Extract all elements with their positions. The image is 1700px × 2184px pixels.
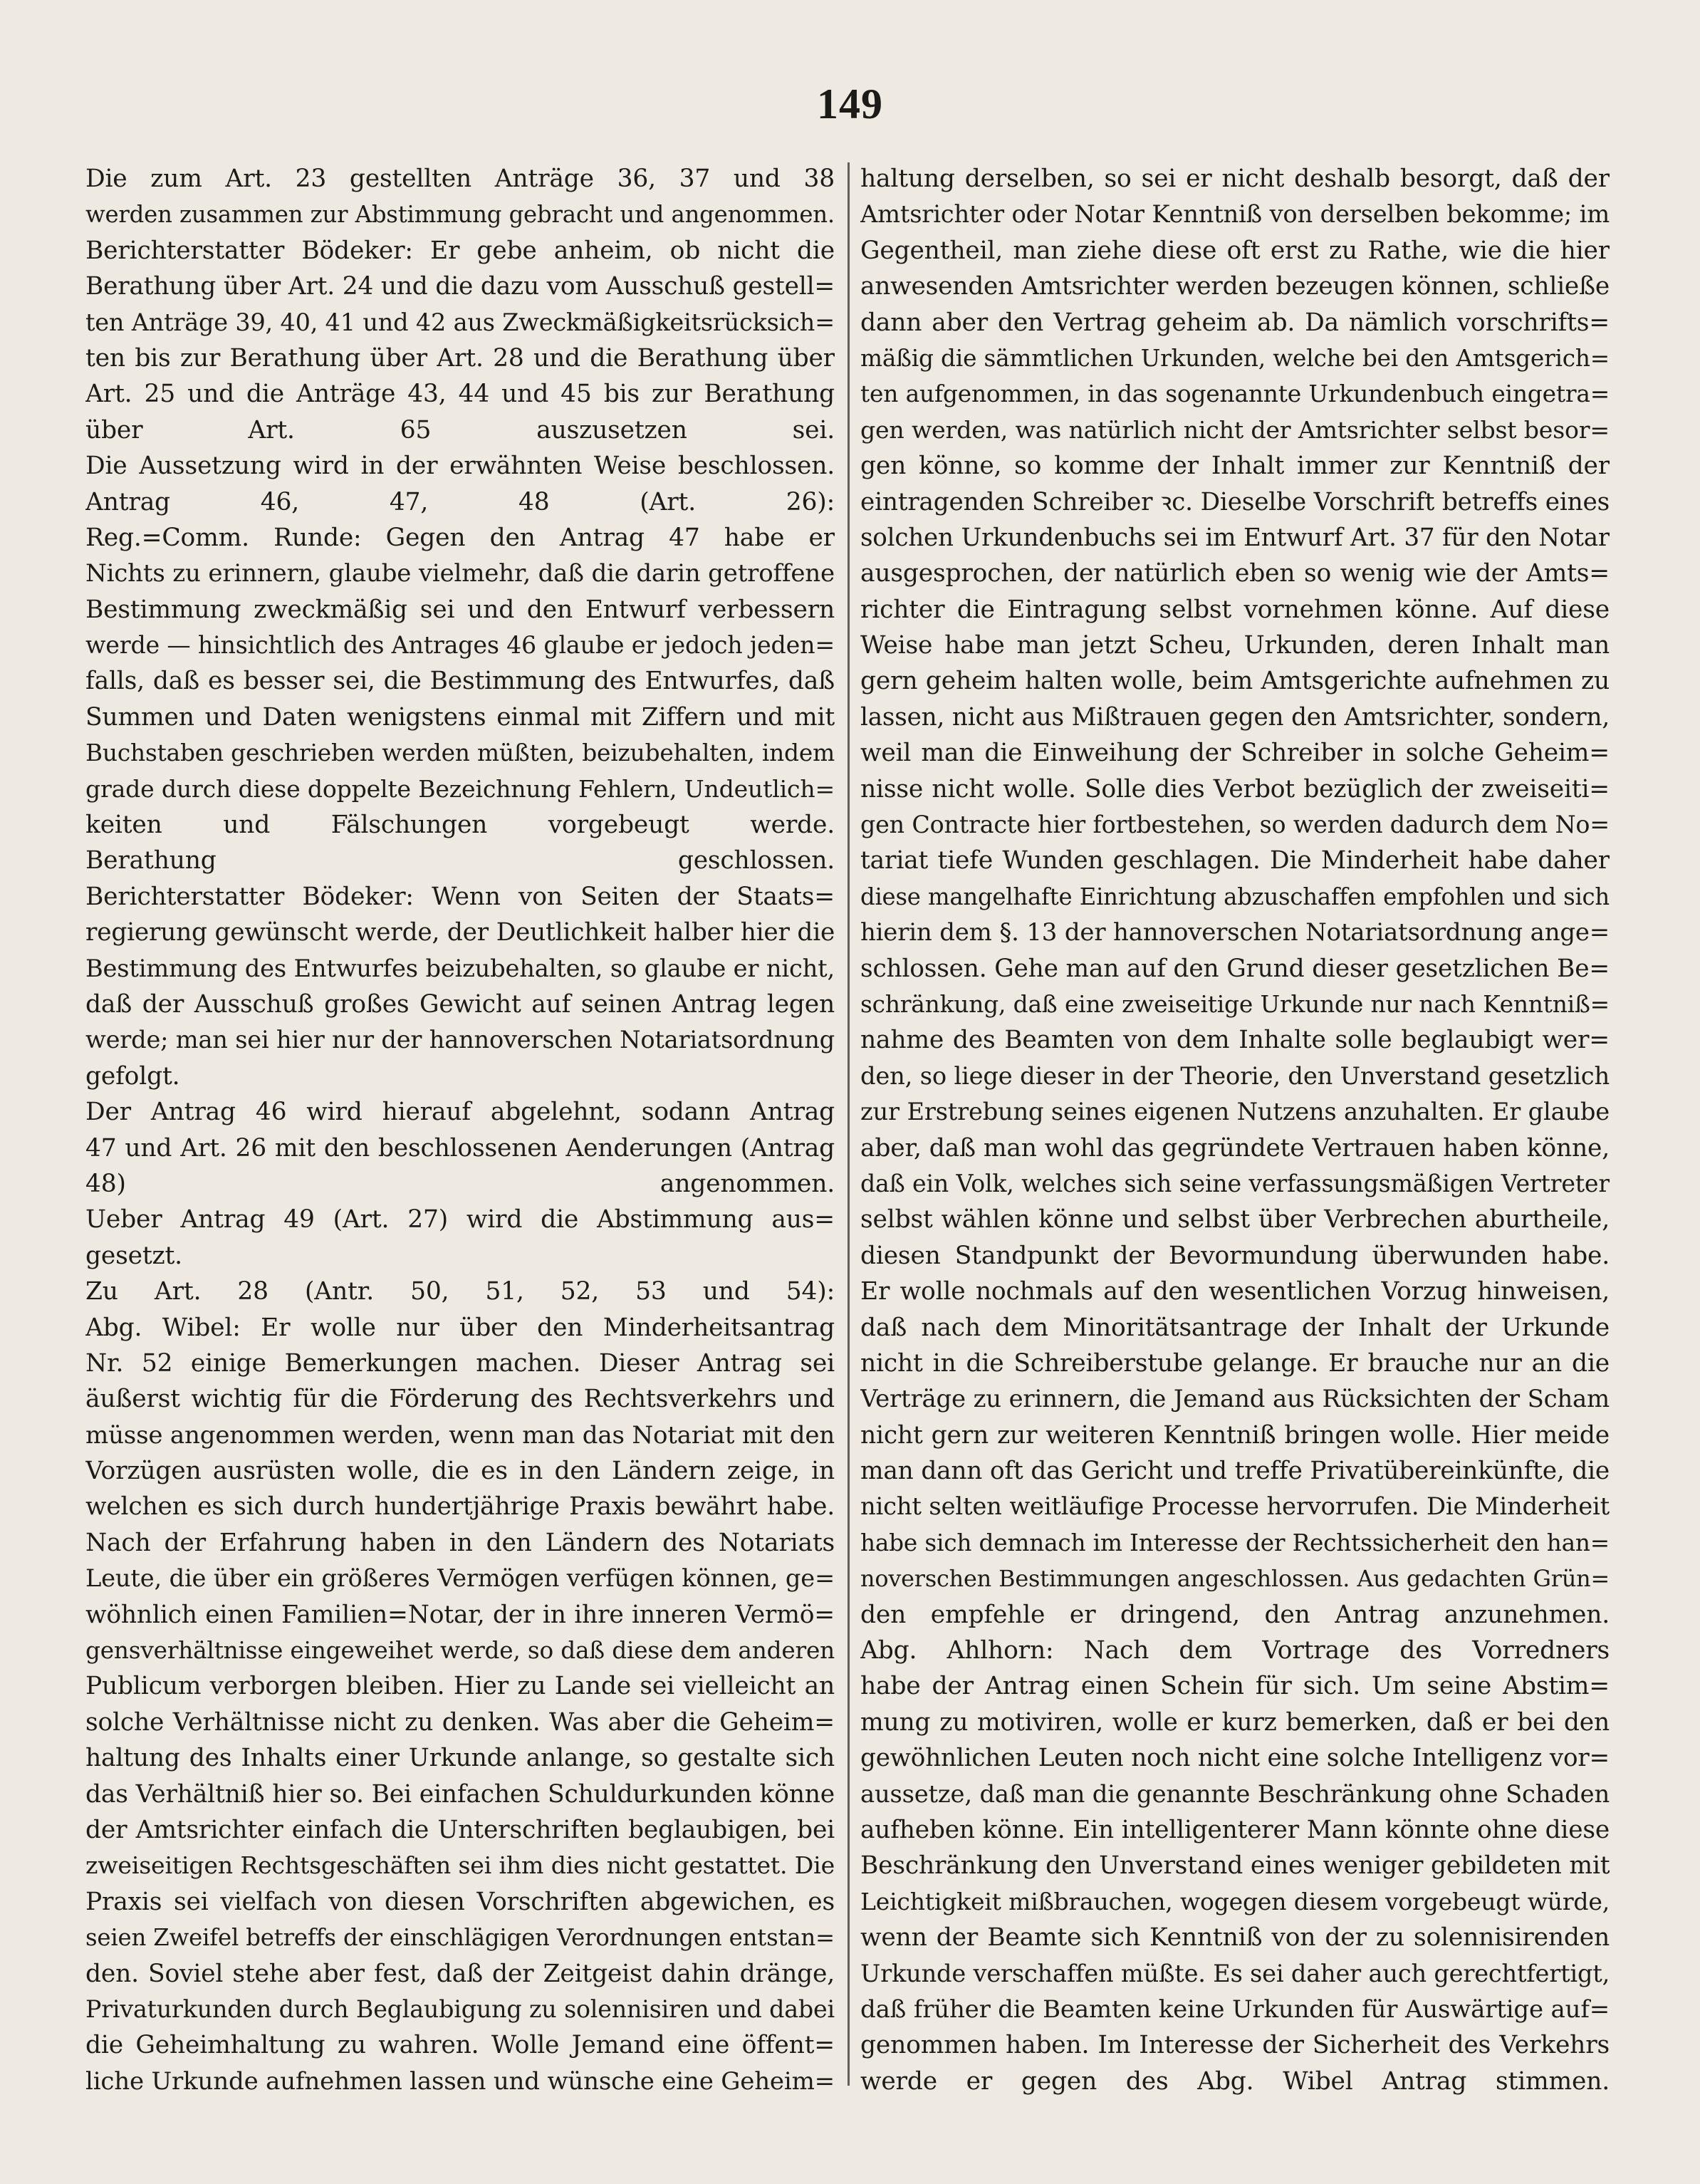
text-line: haltung des Inhalts einer Urkunde anlange, so gestalte sich <box>85 1744 835 1773</box>
text-line: das Verhältniß hier so. Bei einfachen Schuldurkunden könne <box>85 1779 835 1809</box>
text-line: seien Zweifel betreffs der einschlägigen Verordnungen entstan= <box>85 1924 835 1952</box>
text-line: falls, daß es besser sei, die Bestimmung des Entwurfes, daß <box>85 667 835 696</box>
text-line: anwesenden Amtsrichter werden bezeugen können, schließe <box>860 272 1610 301</box>
text-line: Buchstaben geschrieben werden müßten, beizubehalten, indem <box>85 739 835 767</box>
text-line: Privaturkunden durch Beglaubigung zu solennisiren und dabei <box>85 1995 835 2023</box>
text-line: 48) angenommen. <box>85 1169 835 1198</box>
text-line: nahme des Beamten von dem Inhalte solle beglaubigt wer= <box>860 1026 1610 1055</box>
text-line: gen könne, so komme der Inhalt immer zur Kenntniß der <box>860 452 1610 481</box>
text-line: tariat tiefe Wunden geschlagen. Die Minderheit habe daher <box>860 846 1610 875</box>
text-line: selbst wählen könne und selbst über Verbrechen aburtheile, <box>860 1205 1610 1234</box>
text-line: regierung gewünscht werde, der Deutlichkeit halber hier die <box>85 918 835 947</box>
text-line: 47 und Art. 26 mit den beschlossenen Aenderungen (Antrag <box>85 1133 835 1163</box>
text-line: daß ein Volk, welches sich seine verfassungsmäßigen Vertreter <box>860 1169 1610 1197</box>
text-line: nicht selten weitläufige Processe hervorrufen. Die Minderheit <box>860 1492 1610 1521</box>
text-line: Bestimmung zweckmäßig sei und den Entwurf verbessern <box>85 595 835 624</box>
text-line: Amtsrichter oder Notar Kenntniß von derselben bekomme; im <box>860 200 1610 229</box>
text-line: ausgesprochen, der natürlich eben so wenig wie der Amts= <box>860 559 1610 588</box>
text-line: die Geheimhaltung zu wahren. Wolle Jemand eine öffent= <box>85 2031 835 2060</box>
text-line: Gegentheil, man ziehe diese oft erst zu Rathe, wie die hier <box>860 236 1610 265</box>
text-line: ten Anträge 39, 40, 41 und 42 aus Zweckmäßigkeitsrücksich= <box>85 308 835 336</box>
text-line: Leichtigkeit mißbrauchen, wogegen diesem vorgebeugt würde, <box>860 1887 1610 1915</box>
right-column <box>860 161 1610 2099</box>
text-line: gen Contracte hier fortbestehen, so werden dadurch dem No= <box>860 811 1610 839</box>
text-line: haltung derselben, so sei er nicht deshalb besorgt, daß der <box>860 165 1610 193</box>
text-line: äußerst wichtig für die Förderung des Rechtsverkehrs und <box>85 1385 835 1414</box>
text-line: Die Aussetzung wird in der erwähnten Weise beschlossen. <box>85 452 835 481</box>
text-line: Der Antrag 46 wird hierauf abgelehnt, sodann Antrag <box>85 1098 835 1127</box>
text-line: schränkung, daß eine zweiseitige Urkunde nur nach Kenntniß= <box>860 990 1610 1018</box>
text-line: daß nach dem Minoritätsantrage der Inhalt der Urkunde <box>860 1313 1610 1342</box>
text-line: über Art. 65 auszusetzen sei. <box>85 415 835 444</box>
text-line: ten bis zur Berathung über Art. 28 und die Berathung über <box>85 343 835 373</box>
text-line: lassen, nicht aus Mißtrauen gegen den Amtsrichter, sondern, <box>860 702 1610 732</box>
text-line: nicht gern zur weiteren Kenntniß bringen wolle. Hier meide <box>860 1420 1610 1450</box>
text-line: gewöhnlichen Leuten noch nicht eine solche Intelligenz vor= <box>860 1744 1610 1773</box>
text-line: aber, daß man wohl das gegründete Vertrauen haben könne, <box>860 1133 1610 1163</box>
text-line: richter die Eintragung selbst vornehmen könne. Auf diese <box>860 595 1610 624</box>
text-line: welchen es sich durch hundertjährige Praxis bewährt habe. <box>85 1492 835 1522</box>
text-line: mäßig die sämmtlichen Urkunden, welche bei den Amtsgerich= <box>860 344 1610 372</box>
text-line: werden zusammen zur Abstimmung gebracht und angenommen. <box>85 201 835 229</box>
text-line: Zu Art. 28 (Antr. 50, 51, 52, 53 und 54): <box>85 1277 835 1306</box>
text-line: solche Verhältnisse nicht zu denken. Was aber die Geheim= <box>85 1707 835 1737</box>
text-line: diese mangelhafte Einrichtung abzuschaffen empfohlen und sich <box>860 883 1610 910</box>
text-line: genommen haben. Im Interesse der Sicherheit des Verkehrs <box>860 2031 1610 2060</box>
text-line: gensverhältnisse eingeweihet werde, so daß diese dem anderen <box>85 1637 835 1665</box>
text-line: der Amtsrichter einfach die Unterschriften beglaubigen, bei <box>85 1815 835 1844</box>
text-line: werde; man sei hier nur der hannoverschen Notariatsordnung <box>85 1026 835 1054</box>
text-line: zur Erstrebung seines eigenen Nutzens anzuhalten. Er glaube <box>860 1098 1610 1126</box>
text-line: werde — hinsichtlich des Antrages 46 glaube er jedoch jeden= <box>85 631 835 660</box>
text-line: mung zu motiviren, wolle er kurz bemerken, daß er bei den <box>860 1707 1610 1737</box>
text-line: Berathung über Art. 24 und die dazu vom Ausschuß gestell= <box>85 272 835 301</box>
text-line: diesen Standpunkt der Bevormundung überwunden habe. <box>860 1241 1610 1270</box>
text-line: Reg.=Comm. Runde: Gegen den Antrag 47 habe er <box>85 523 835 552</box>
text-line: Leute, die über ein größeres Vermögen verfügen können, ge= <box>85 1564 835 1593</box>
text-line: solchen Urkundenbuchs sei im Entwurf Art. 37 für den Notar <box>860 523 1610 552</box>
text-line: Berichterstatter Bödeker: Er gebe anheim, ob nicht die <box>85 236 835 265</box>
text-line: Berichterstatter Bödeker: Wenn von Seiten der Staats= <box>85 882 835 911</box>
text-line: Er wolle nochmals auf den wesentlichen Vorzug hinweisen, <box>860 1277 1610 1306</box>
text-line: daß der Ausschuß großes Gewicht auf seinen Antrag legen <box>85 989 835 1019</box>
text-line: Urkunde verschaffen müßte. Es sei daher auch gerechtfertigt, <box>860 1959 1610 1987</box>
text-line: keiten und Fälschungen vorgebeugt werde. <box>85 811 835 840</box>
text-line: eintragenden Schreiber ꝛc. Dieselbe Vorschrift betreffs eines <box>860 487 1610 516</box>
text-line: nicht in die Schreiberstube gelange. Er brauche nur an die <box>860 1348 1610 1378</box>
text-line: den empfehle er dringend, den Antrag anzunehmen. <box>860 1600 1610 1629</box>
text-line: hierin dem §. 13 der hannoverschen Notariatsordnung ange= <box>860 918 1610 947</box>
text-line: Antrag 46, 47, 48 (Art. 26): <box>85 487 835 516</box>
text-line: Abg. Ahlhorn: Nach dem Vortrage des Vorredners <box>860 1636 1610 1665</box>
text-line: gesetzt. <box>85 1241 182 1270</box>
text-line: Ueber Antrag 49 (Art. 27) wird die Abstimmung aus= <box>85 1205 835 1234</box>
text-line: Berathung geschlossen. <box>85 846 835 875</box>
text-line: aufheben könne. Ein intelligenterer Mann könnte ohne diese <box>860 1815 1610 1844</box>
text-line: Publicum verborgen bleiben. Hier zu Lande sei vielleicht an <box>85 1672 835 1701</box>
text-line: man dann oft das Gericht und treffe Privatübereinkünfte, die <box>860 1457 1610 1486</box>
text-line: den. Soviel stehe aber fest, daß der Zeitgeist dahin dränge, <box>85 1959 835 1988</box>
text-line: Nichts zu erinnern, glaube vielmehr, daß die darin getroffene <box>85 559 835 588</box>
text-line: Nach der Erfahrung haben in den Ländern des Notariats <box>85 1528 835 1557</box>
text-line: Praxis sei vielfach von diesen Vorschriften abgewichen, es <box>85 1887 835 1916</box>
text-line: Art. 25 und die Anträge 43, 44 und 45 bis zur Berathung <box>85 380 835 409</box>
left-column <box>85 161 835 2099</box>
text-line: Bestimmung des Entwurfes beizubehalten, so glaube er nicht, <box>85 954 835 982</box>
text-line: wöhnlich einen Familien=Notar, der in ihre inneren Vermö= <box>85 1600 835 1629</box>
text-line: Vorzügen ausrüsten wolle, die es in den Ländern zeige, in <box>85 1457 835 1486</box>
text-line: weil man die Einweihung der Schreiber in solche Geheim= <box>860 739 1610 768</box>
text-line: Verträge zu erinnern, die Jemand aus Rücksichten der Scham <box>860 1385 1610 1413</box>
text-line: daß früher die Beamten keine Urkunden für Auswärtige auf= <box>860 1995 1610 2024</box>
text-line: werde er gegen des Abg. Wibel Antrag stimmen. <box>860 2066 1610 2096</box>
text-line: den, so liege dieser in der Theorie, den Unverstand gesetzlich <box>860 1061 1610 1090</box>
text-line: liche Urkunde aufnehmen lassen und wünsche eine Geheim= <box>85 2066 835 2096</box>
text-line: müsse angenommen werden, wenn man das Notariat mit den <box>85 1420 835 1450</box>
page-number: 149 <box>817 80 883 128</box>
text-line: gern geheim halten wolle, beim Amtsgerichte aufnehmen zu <box>860 667 1610 696</box>
text-line: Nr. 52 einige Bemerkungen machen. Dieser Antrag sei <box>85 1348 835 1378</box>
text-line: schlossen. Gehe man auf den Grund dieser gesetzlichen Be= <box>860 954 1610 983</box>
text-line: zweiseitigen Rechtsgeschäften sei ihm dies nicht gestattet. Die <box>85 1851 835 1880</box>
text-line: Abg. Wibel: Er wolle nur über den Minderheitsantrag <box>85 1313 835 1342</box>
text-line: wenn der Beamte sich Kenntniß von der zu solennisirenden <box>860 1923 1610 1952</box>
text-line: ten aufgenommen, in das sogenannte Urkundenbuch eingetra= <box>860 380 1610 408</box>
column-divider <box>848 162 850 2086</box>
text-line: Die zum Art. 23 gestellten Anträge 36, 37 und 38 <box>85 165 835 193</box>
text-line: aussetze, daß man die genannte Beschränkung ohne Schaden <box>860 1779 1610 1808</box>
text-line: gen werden, was natürlich nicht der Amtsrichter selbst besor= <box>860 415 1610 444</box>
text-line: grade durch diese doppelte Bezeichnung Fehlern, Undeutlich= <box>85 774 835 803</box>
text-line: habe der Antrag einen Schein für sich. Um seine Abstim= <box>860 1672 1610 1701</box>
text-line: nisse nicht wolle. Solle dies Verbot bezüglich der zweiseiti= <box>860 774 1610 804</box>
text-line: noverschen Bestimmungen angeschlossen. Aus gedachten Grün= <box>860 1565 1610 1593</box>
text-line: Weise habe man jetzt Scheu, Urkunden, deren Inhalt man <box>860 631 1610 660</box>
text-line: habe sich demnach im Interesse der Rechtssicherheit den han= <box>860 1529 1610 1556</box>
text-line: Summen und Daten wenigstens einmal mit Ziffern und mit <box>85 702 835 732</box>
text-line: gefolgt. <box>85 1061 180 1091</box>
text-line: Beschränkung den Unverstand eines weniger gebildeten mit <box>860 1851 1610 1881</box>
text-line: dann aber den Vertrag geheim ab. Da nämlich vorschrifts= <box>860 308 1610 337</box>
